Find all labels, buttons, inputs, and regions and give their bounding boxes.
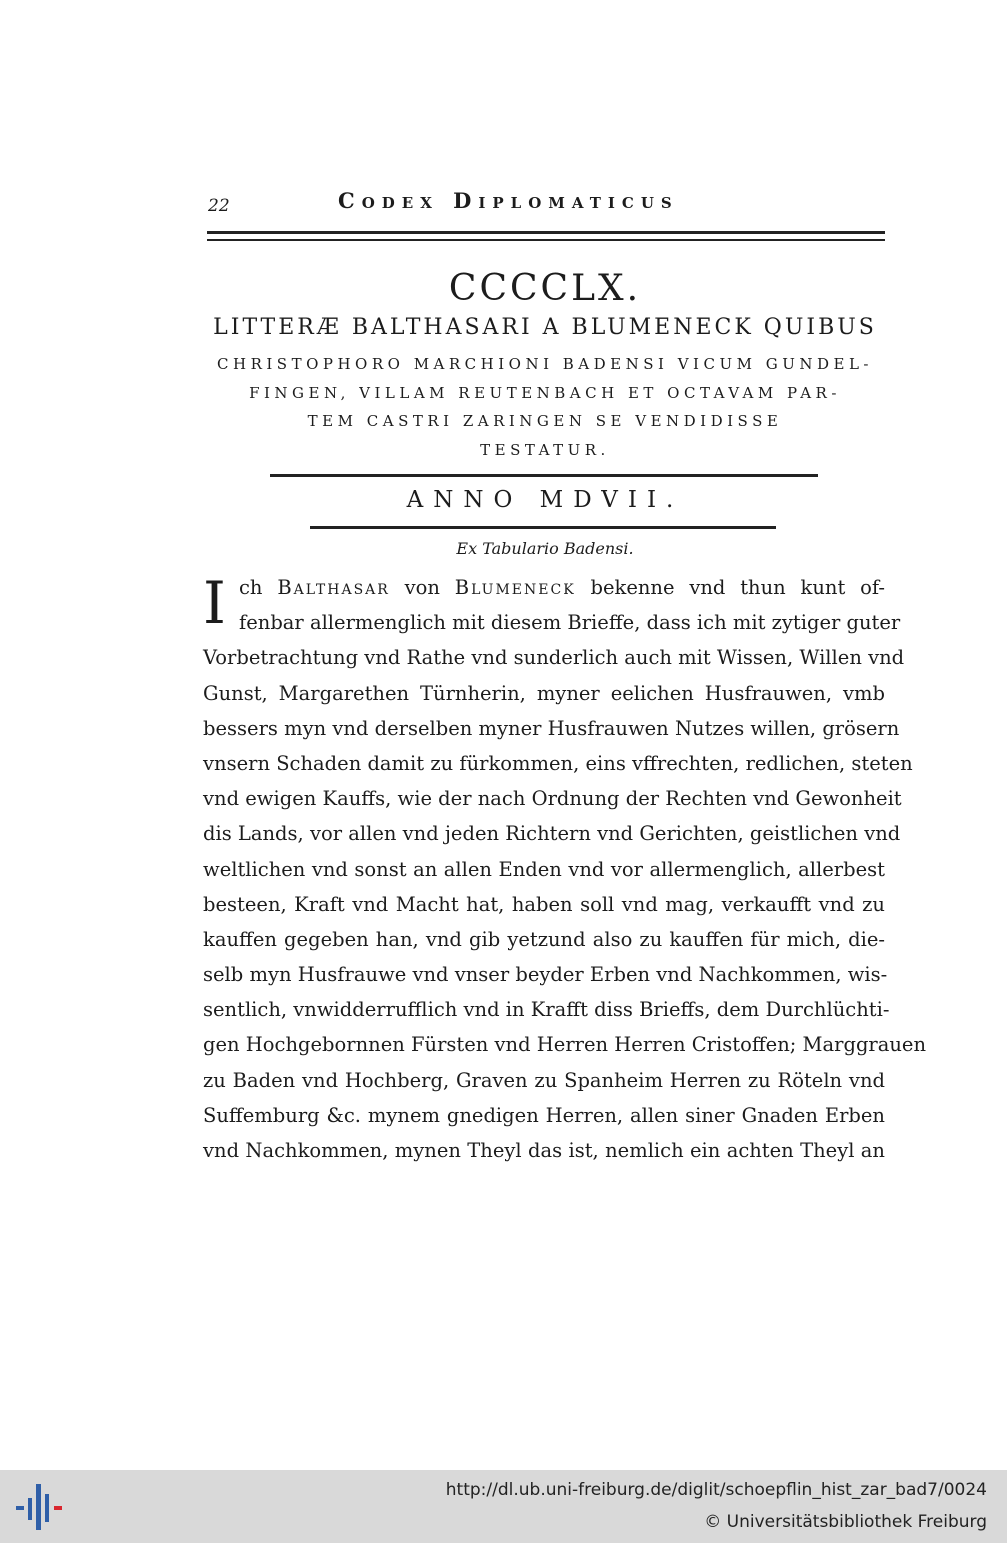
body-line: Suffemburg &c. mynem gnedigen Herren, allen siner Gnaden Erben [203,1103,885,1127]
body-line: zu Baden vnd Hochberg, Graven zu Spanheim Herren zu Röteln vnd [203,1068,885,1092]
running-title: Codex Diplomaticus [338,188,679,213]
document-source: Ex Tabulario Badensi. [456,539,634,558]
header-rule-top [207,231,885,234]
body-line: bessers myn vnd derselben myner Husfrauwen Nutzes willen, grösern [203,716,900,740]
body-line: vnd Nachkommen, mynen Theyl das ist, nemlich ein achten Theyl an [203,1139,885,1162]
page-number: 22 [208,196,230,216]
running-head [205,188,885,218]
body-line: vnd ewigen Kauffs, wie der nach Ordnung der Rechten vnd Gewonheit [203,787,902,811]
document-year: ANNO MDVII. [406,487,684,513]
body-line: Vorbetrachtung vnd Rathe vnd sunderlich auch mit Wissen, Willen vnd [203,646,905,670]
person-name: Balthasar [277,576,390,599]
person-name: Blumeneck [454,576,576,599]
library-logo-icon [14,1484,64,1530]
drop-cap: I [203,569,226,637]
body-text [203,570,927,1168]
document-number: CCCCLX. [448,268,642,309]
body-line: kauffen gegeben han, vnd gib yetzund also zu kauffen für mich, die- [203,927,885,951]
document-title-line: TEM CASTRI ZARINGEN SE VENDIDISSE [307,412,783,430]
body-line: Gunst, Margarethen Türnherin, myner eelichen Husfrauwen, vmb [203,681,885,705]
body-line: weltlichen vnd sonst an allen Enden vnd vor allermenglich, allerbest [203,857,885,881]
footer-copyright: © Universitätsbibliothek Freiburg [704,1512,987,1532]
header-rule-bottom [207,239,885,241]
body-word: ch [239,576,263,599]
body-line: vnsern Schaden damit zu fürkommen, eins vffrechten, redlichen, steten [203,751,913,775]
document-title-line: FINGEN, VILLAM REUTENBACH ET OCTAVAM PAR- [249,384,841,402]
section-rule [270,474,818,477]
body-word: von [404,576,440,599]
body-line: sentlich, vnwidderrufflich vnd in Krafft diss Brieffs, dem Durchlüchti- [203,998,890,1022]
body-word: bekenne vnd thun kunt of- [590,576,885,599]
body-line: gen Hochgebornnen Fürsten vnd Herren Herren Cristoffen; Marggrauen [203,1033,927,1057]
footer-url-link[interactable]: http://dl.ub.uni-freiburg.de/diglit/schoepflin_hist_zar_bad7/0024 [445,1480,987,1500]
document-title-line: CHRISTOPHORO MARCHIONI BADENSI VICUM GUNDEL- [217,355,873,373]
body-line: besteen, Kraft vnd Macht hat, haben soll vnd mag, verkaufft vnd zu [203,892,885,916]
document-title-line: TESTATUR. [480,441,610,459]
section-rule [310,526,776,529]
body-line: dis Lands, vor allen vnd jeden Richtern vnd Gerichten, geistlichen vnd [203,822,901,846]
document-title-line: LITTERÆ BALTHASARI A BLUMENECK QUIBUS [213,315,877,340]
body-line: fenbar allermenglich mit diesem Brieffe, dass ich mit zytiger guter [239,611,901,635]
footer-bar [0,1470,1007,1543]
body-line [203,570,885,605]
body-line: selb myn Husfrauwe vnd vnser beyder Erben vnd Nachkommen, wis- [203,963,888,987]
